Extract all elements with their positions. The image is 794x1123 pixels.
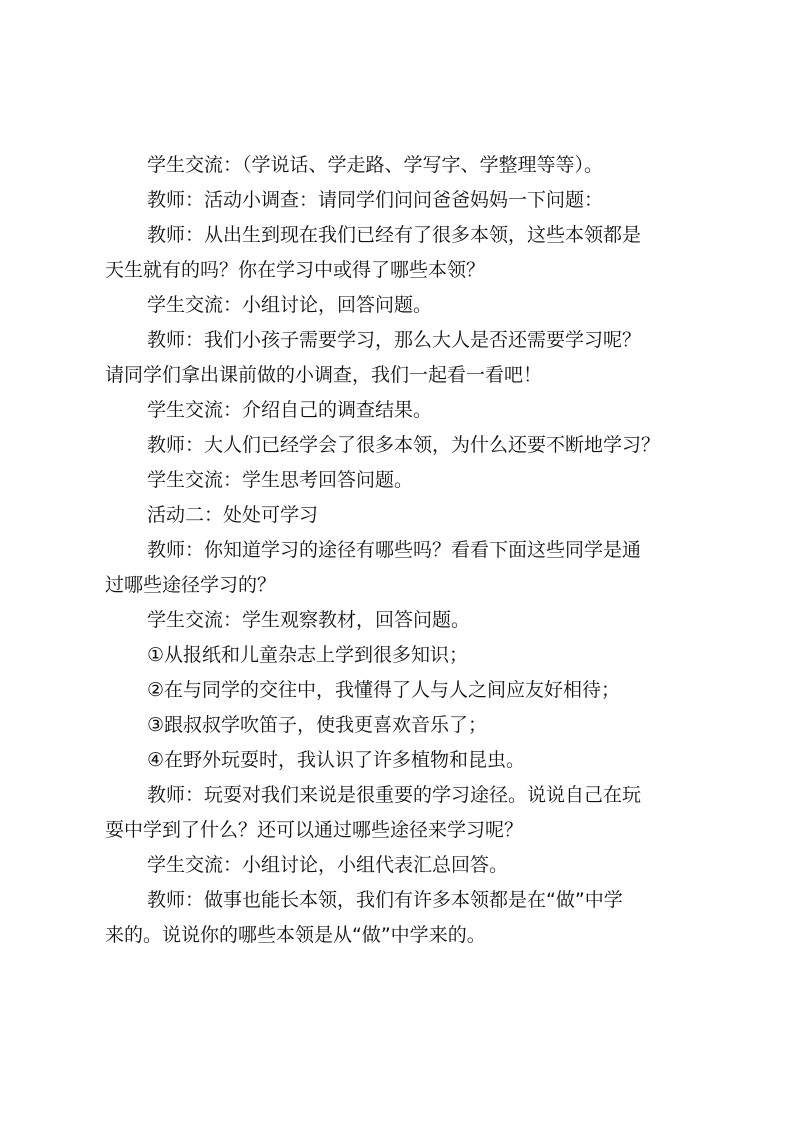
text-line: 天生就有的吗？你在学习中或得了哪些本领？: [105, 259, 486, 281]
text-line: 来的。说说你的哪些本领是从“做”中学来的。: [105, 924, 486, 946]
section-heading: 活动二：处处可学习: [147, 504, 319, 526]
text-line: 学生交流：学生观察教材，回答问题。: [147, 609, 471, 631]
list-item: ④在野外玩耍时，我认识了许多植物和昆虫。: [147, 749, 526, 771]
text-line: 学生交流：学生思考回答问题。: [147, 469, 414, 491]
text-line: 教师：玩耍对我们来说是很重要的学习途径。说说自己在玩: [147, 784, 642, 806]
text-line: 教师：大人们已经学会了很多本领，为什么还要不断地学习？: [147, 434, 661, 456]
text-line: 学生交流：（学说话、学走路、学写字、学整理等等）。: [147, 154, 604, 176]
list-item: ①从报纸和儿童杂志上学到很多知识；: [147, 644, 469, 666]
text-line: 学生交流：小组讨论，小组代表汇总回答。: [147, 854, 509, 876]
text-line: 学生交流：小组讨论，回答问题。: [147, 294, 433, 316]
text-line: 学生交流：介绍自己的调查结果。: [147, 399, 433, 421]
text-line: 请同学们拿出课前做的小调查，我们一起看一看吧！: [105, 364, 543, 386]
text-line: 教师：我们小孩子需要学习，那么大人是否还需要学习呢？: [147, 329, 642, 351]
document-body: [105, 148, 745, 953]
list-item: ③跟叔叔学吹笛子，使我更喜欢音乐了；: [147, 714, 488, 736]
list-item: ②在与同学的交往中，我懂得了人与人之间应友好相待；: [147, 679, 621, 701]
text-line: 教师：做事也能长本领，我们有许多本领都是在“做”中学: [147, 889, 623, 911]
text-line: 教师：活动小调查：请同学们问问爸爸妈妈一下问题：: [147, 189, 604, 211]
text-line: 教师：从出生到现在我们已经有了很多本领，这些本领都是: [147, 224, 642, 246]
text-line: 耍中学到了什么？还可以通过哪些途径来学习呢？: [105, 819, 524, 841]
text-line: 过哪些途径学习的？: [105, 574, 277, 596]
text-line: 教师：你知道学习的途径有哪些吗？看看下面这些同学是通: [147, 539, 642, 561]
